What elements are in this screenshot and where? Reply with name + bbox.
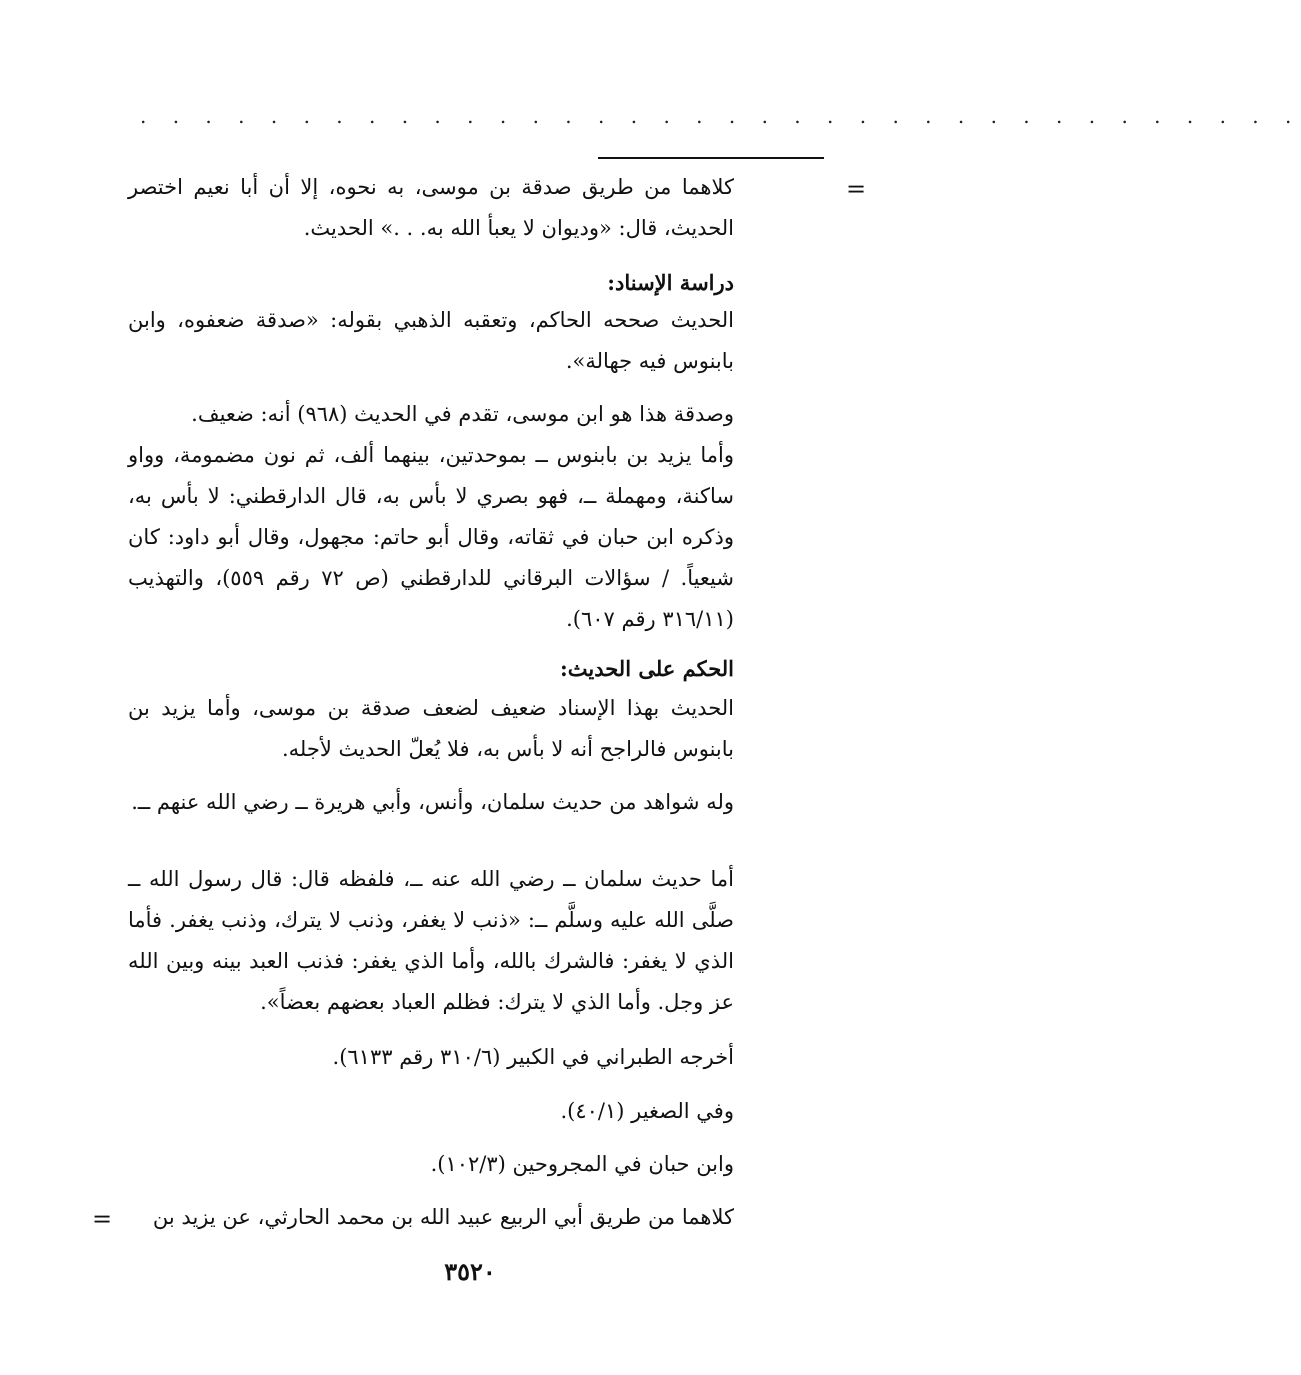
paragraph-hukm-1: الحديث بهذا الإسناد ضعيف لضعف صدقة بن موسى، وأما يزيد بن بابنوس فالراجح أنه لا بأس به، فلا يُعلّ الحديث لأجله. [128, 696, 734, 761]
paragraph-isnad-1: الحديث صححه الحاكم، وتعقبه الذهبي بقوله: «صدقة ضعفوه، وابن بابنوس فيه جهالة». [128, 308, 734, 373]
paragraph-hukm-6: وابن حبان في المجروحين (١٠٢/٣). [430, 1152, 734, 1176]
footnote-separator [598, 157, 824, 159]
section-heading-hukm: الحكم على الحديث: [560, 656, 734, 681]
dot-leader: . . . . . . . . . . . . . . . . . . . . . . . . . . . . . . . . . . . . [140, 104, 1301, 128]
paragraph-isnad-2: وصدقة هذا هو ابن موسى، تقدم في الحديث (٩٦٨) أنه: ضعيف. [191, 402, 734, 426]
paragraph-hukm-7: كلاهما من طريق أبي الربيع عبيد الله بن محمد الحارثي، عن يزيد بن [152, 1205, 734, 1229]
paragraph-isnad-3: وأما يزيد بن بابنوس ــ بموحدتين، بينهما ألف، ثم نون مضمومة، وواو ساكنة، ومهملة ــ، فهو بصري لا بأس به، قال الدارقطني: لا بأس به، وذكره ابن حبان في ثقاته، وقال أبو حاتم: مجهول، وقال أبو داود: كان شيعياً. / سؤالات البرقاني للدارقطني (ص ٧٢ رقم ٥٥٩)، والتهذيب (٣١٦/١١ رقم ٦٠٧). [128, 443, 734, 631]
continuation-mark-top: = [846, 175, 867, 203]
section-heading-isnad: دراسة الإسناد: [607, 270, 734, 295]
paragraph-hukm-2: وله شواهد من حديث سلمان، وأنس، وأبي هريرة ــ رضي الله عنهم ــ. [131, 790, 734, 814]
continuation-mark-bottom: = [92, 1205, 113, 1233]
footnote-continuation: كلاهما من طريق صدقة بن موسى، به نحوه، إلا أن أبا نعيم اختصر الحديث، قال: «وديوان لا يعبأ الله به. . .» الحديث. [128, 175, 734, 240]
page-number: ٣٥٢٠ [444, 1257, 496, 1286]
paragraph-hukm-4: أخرجه الطبراني في الكبير (٣١٠/٦ رقم ٦١٣٣). [332, 1045, 734, 1069]
paragraph-hukm-3: أما حديث سلمان ــ رضي الله عنه ــ، فلفظه قال: قال رسول الله ــ صلَّى الله عليه وسلَّم ــ: «ذنب لا يغفر، وذنب لا يترك، وذنب يغفر. فأما الذي لا يغفر: فالشرك بالله، وأما الذي يغفر: فذنب العبد بينه وبين الله عز وجل. وأما الذي لا يترك: فظلم العباد بعضهم بعضاً». [128, 867, 734, 1014]
paragraph-hukm-5: وفي الصغير (٤٠/١). [560, 1099, 734, 1123]
